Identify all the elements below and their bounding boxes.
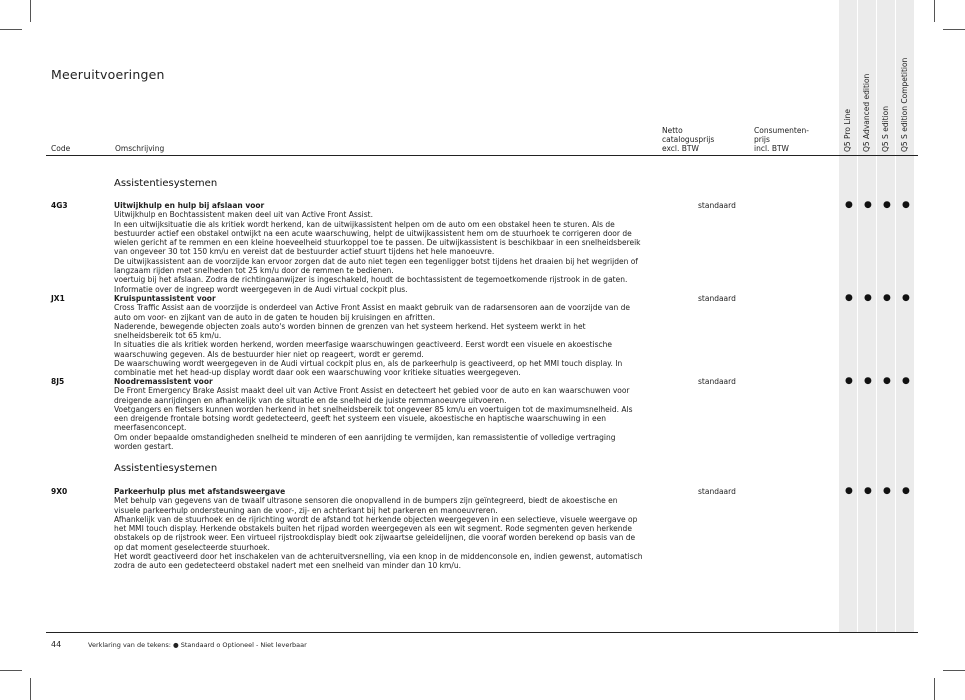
availability-mark: ● xyxy=(883,486,891,496)
availability-mark: ● xyxy=(883,376,891,386)
version-header-advanced-edition: Q5 Advanced edition xyxy=(862,73,871,152)
option-paragraph: Voetgangers en fietsers kunnen worden herkend in het snelheidsbereik tot ongeveer 85 km/u en voertuigen tot de maximumsnelheid. Als een dreigende frontale botsing wordt gedetecteerd, geeft het systeem een visuele, akoestische en haptische waarschuwing in een meerfasenconcept. xyxy=(114,404,633,433)
option-paragraph: voertuig bij het afslaan. Zodra de richtingaanwijzer is ingeschakeld, houdt de bochtassistent de tegemoetkomende rijstrook in de gaten. Informatie over de ingreep wordt weergegeven in de Audi virtual cockpit plus. xyxy=(114,275,628,294)
option-description xyxy=(114,201,644,294)
version-header-s-edition-competition: Q5 S edition Competition xyxy=(900,57,909,152)
crop-mark xyxy=(0,29,22,30)
option-paragraph: De uitwijkassistent aan de voorzijde kan ervoor zorgen dat de auto niet tegen een tegenligger botst tijdens het draaien bij het wegrijden of langzaam rijden met snelheden tot 25 km/u door de remmen te bedienen. xyxy=(114,256,638,276)
availability-mark: ● xyxy=(883,293,891,303)
option-paragraph: De waarschuwing wordt weergegeven in de Audi virtual cockpit plus en, als de parkeerhulp is geactiveerd, op het MMI touch display. In combinatie met het head-up display wordt daar ook een waarschuwing voor kritieke situaties weergegeven. xyxy=(114,359,623,378)
option-paragraph: Naderende, bewegende objecten zoals auto's worden binnen de grenzen van het systeem herkend. Het systeem werkt in het snelheidsbereik tot 65 km/u. xyxy=(114,321,586,341)
footer-divider xyxy=(46,632,918,633)
column-header-consumentenprijs: Consumenten- prijs incl. BTW xyxy=(754,126,809,153)
version-column-bg xyxy=(839,0,857,632)
version-column-bg xyxy=(877,0,895,632)
column-header-code: Code xyxy=(51,144,71,153)
availability-mark: ● xyxy=(883,200,891,210)
option-paragraph: Cross Traffic Assist aan de voorzijde is onderdeel van Active Front Assist en maakt gebruik van de radarsensoren aan de voorzijde van de auto om voor- en zijkant van de auto in de gaten te houden bij kruisingen en afritten. xyxy=(114,303,631,322)
column-header-omschrijving: Omschrijving xyxy=(115,144,165,153)
availability-mark: ● xyxy=(845,200,853,210)
availability-mark: ● xyxy=(845,376,853,386)
page-title: Meeruitvoeringen xyxy=(51,67,165,82)
option-title: Parkeerhulp plus met afstandsweergave xyxy=(114,487,286,496)
option-code: JX1 xyxy=(51,294,65,303)
option-description xyxy=(114,487,644,571)
availability-mark: ● xyxy=(845,293,853,303)
option-title: Uitwijkhulp en hulp bij afslaan voor xyxy=(114,201,265,210)
version-header-pro-line: Q5 Pro Line xyxy=(843,109,852,152)
option-paragraph: Met behulp van gegevens van de twaalf ultrasone sensoren die onopvallend in de bumpers zijn geïntegreerd, biedt de akoestische en visuele parkeerhulp ondersteuning aan de voor-, zij- en achterkant bij het parkeren en manoeuvreren. xyxy=(114,496,618,515)
crop-mark xyxy=(934,0,935,22)
option-code: 8J5 xyxy=(51,377,65,386)
option-paragraph: Uitwijkhulp en Bochtassistent maken deel uit van Active Front Assist. xyxy=(114,210,373,220)
option-paragraph: De Front Emergency Brake Assist maakt deel uit van Active Front Assist en detecteert het gebied voor de auto en kan waarschuwen voor dreigende aanrijdingen en afhankelijk van de situatie en de snelheid de juiste remmanoeuvre uitvoeren. xyxy=(114,386,630,405)
section-heading: Assistentiesystemen xyxy=(114,178,218,189)
header-divider xyxy=(46,155,918,156)
option-title: Kruispuntassistent voor xyxy=(114,294,216,303)
legend: Verklaring van de tekens: ● Standaard o Optioneel - Niet leverbaar xyxy=(88,641,307,649)
option-price: standaard xyxy=(698,487,736,496)
page-number: 44 xyxy=(51,640,62,649)
crop-mark xyxy=(943,670,965,671)
availability-mark: ● xyxy=(864,200,872,210)
option-title: Noodremassistent voor xyxy=(114,377,213,386)
availability-mark: ● xyxy=(864,486,872,496)
option-code: 9X0 xyxy=(51,487,68,496)
availability-mark: ● xyxy=(864,376,872,386)
option-price: standaard xyxy=(698,377,736,386)
availability-mark: ● xyxy=(902,293,910,303)
availability-mark: ● xyxy=(864,293,872,303)
option-description xyxy=(114,377,644,451)
section-heading: Assistentiesystemen xyxy=(114,463,218,474)
availability-mark: ● xyxy=(902,486,910,496)
crop-mark xyxy=(0,670,22,671)
option-paragraph: In een uitwijksituatie die als kritiek wordt herkend, kan de uitwijkassistent helpen om de auto om een obstakel heen te sturen. Als de bestuurder actief een obstakel ontwijkt na een acute waarschuwing, helpt de uitwijkassistent hem om de stuurhoek te corrigeren door de wielen gericht af te remmen en een kleine hoeveelheid stuurkoppel toe te passen. De uitwijkassistent is beschikbaar in een snelheidsbereik van ongeveer 30 tot 150 km/u en vereist dat de bestuurder actief stuurt tijdens het hele manoeuvre. xyxy=(114,219,641,257)
crop-mark xyxy=(30,678,31,700)
column-header-netto: Netto catalogusprijs excl. BTW xyxy=(662,126,715,153)
option-paragraph: Afhankelijk van de stuurhoek en de rijrichting wordt de afstand tot herkende objecten weergegeven in een selectieve, visuele weergave op het MMI touch display. Herkende obstakels buiten het rijpad worden weergegeven als een wit segment. Rode segmenten geven herkende obstakels op de rijstrook weer. Een virtueel rijstrookdisplay biedt ook zijwaartse geleidelijnen, die vooraf worden berekend op basis van de op dat moment geselecteerde stuurhoek. xyxy=(114,514,638,552)
option-paragraph: Het wordt geactiveerd door het inschakelen van de achteruitversnelling, via een knop in de middenconsole en, indien gewenst, automatisch zodra de auto een gedetecteerd obstakel nadert met een snelheid van minder dan 10 km/u. xyxy=(114,552,643,571)
option-description xyxy=(114,294,644,378)
version-header-s-edition: Q5 S edition xyxy=(881,105,890,152)
option-paragraph: In situaties die als kritiek worden herkend, worden meerfasige waarschuwingen geactiveerd. Eerst wordt een visuele en akoestische waarschuwing gegeven. Als de bestuurder hier niet op reageert, wordt er geremd. xyxy=(114,340,612,359)
crop-mark xyxy=(30,0,31,22)
availability-mark: ● xyxy=(902,200,910,210)
crop-mark xyxy=(934,678,935,700)
option-price: standaard xyxy=(698,201,736,210)
availability-mark: ● xyxy=(845,486,853,496)
option-paragraph: Om onder bepaalde omstandigheden snelheid te minderen of een aanrijding te vermijden, kan remassistentie of volledige vertraging worden gestart. xyxy=(114,432,616,452)
crop-mark xyxy=(943,29,965,30)
option-price: standaard xyxy=(698,294,736,303)
availability-mark: ● xyxy=(902,376,910,386)
option-code: 4G3 xyxy=(51,201,68,210)
